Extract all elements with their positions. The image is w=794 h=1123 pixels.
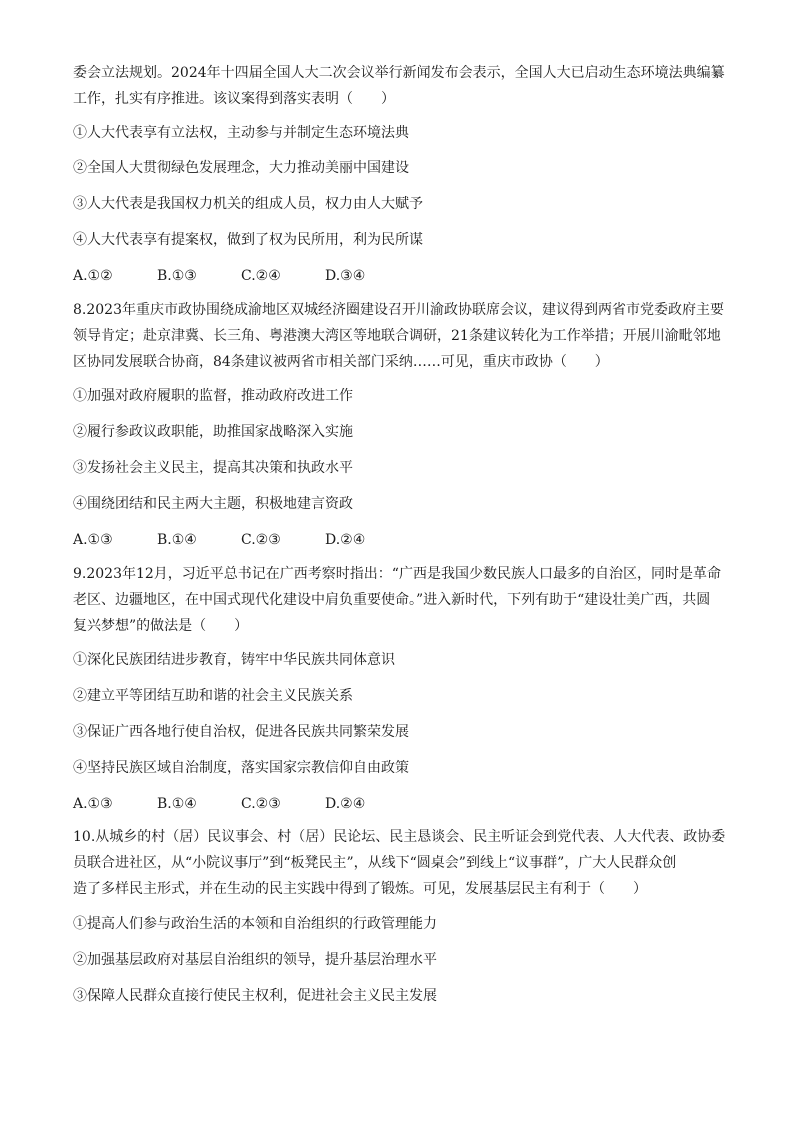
q9-options (73, 794, 409, 814)
q9-stem-line-2: 老区、边疆地区，在中国式现代化建设中肩负重要使命。”进入新时代，下列有助于“建设壮美广西，共圆 (73, 592, 711, 608)
q10-item-1: ①提高人们参与政治生活的本领和自治组织的行政管理能力 (73, 916, 437, 932)
q7-stem-line-1: 委会立法规划。2024年十四届全国人大二次会议举行新闻发布会表示，全国人大已启动生态环境法典编纂 (73, 65, 725, 81)
q8-item-3: ③发扬社会主义民主，提高其决策和执政水平 (73, 460, 353, 476)
q9-stem-line-1: 9.2023年12月，习近平总书记在广西考察时指出：“广西是我国少数民族人口最多的自治区，同时是革命 (73, 566, 721, 582)
q9-option-c[interactable]: C.②③ (241, 796, 281, 812)
q9-item-4: ④坚持民族区域自治制度，落实国家宗教信仰自由政策 (73, 760, 409, 776)
q10-stem-line-3: 造了多样民主形式，并在生动的民主实践中得到了锻炼。可见，发展基层民主有利于（ ） (73, 881, 647, 897)
q7-options (73, 266, 409, 286)
q7-item-1: ①人大代表享有立法权，主动参与并制定生态环境法典 (73, 125, 409, 141)
q7-option-a[interactable]: A.①② (73, 268, 113, 284)
q8-option-d[interactable]: D.②④ (325, 532, 366, 548)
q10-stem-line-2: 员联合进社区，从“小院议事厅”到“板凳民主”，从线下“圆桌会”到线上“议事群”，广大人民群众创 (73, 855, 677, 871)
q9-item-2: ②建立平等团结互助和谐的社会主义民族关系 (73, 688, 353, 704)
q8-option-a[interactable]: A.①③ (73, 532, 113, 548)
q9-item-3: ③保证广西各地行使自治权，促进各民族共同繁荣发展 (73, 724, 409, 740)
q8-stem-line-2: 领导肯定；赴京津冀、长三角、粤港澳大湾区等地联合调研，21条建议转化为工作举措；开展川渝毗邻地 (73, 328, 721, 344)
q10-item-3: ③保障人民群众直接行使民主权利，促进社会主义民主发展 (73, 988, 437, 1004)
q7-item-2: ②全国人大贯彻绿色发展理念，大力推动美丽中国建设 (73, 160, 409, 176)
q7-option-b[interactable]: B.①③ (157, 268, 197, 284)
q7-option-d[interactable]: D.③④ (325, 268, 366, 284)
q8-stem-line-1: 8.2023年重庆市政协围绕成渝地区双城经济圈建设召开川渝政协联席会议，建议得到两省市党委政府主要 (73, 302, 724, 318)
q8-stem-line-3: 区协同发展联合协商，84条建议被两省市相关部门采纳……可见，重庆市政协（ ） (73, 354, 609, 370)
q7-stem-line-2: 工作，扎实有序推进。该议案得到落实表明（ ） (73, 91, 395, 107)
q9-item-1: ①深化民族团结进步教育，铸牢中华民族共同体意识 (73, 652, 395, 668)
q10-item-2: ②加强基层政府对基层自治组织的领导，提升基层治理水平 (73, 952, 437, 968)
q9-option-a[interactable]: A.①③ (73, 796, 113, 812)
q9-option-d[interactable]: D.②④ (325, 796, 366, 812)
q8-option-b[interactable]: B.①④ (157, 532, 197, 548)
q7-item-4: ④人大代表享有提案权，做到了权为民所用，利为民所谋 (73, 232, 423, 248)
q8-item-1: ①加强对政府履职的监督，推动政府改进工作 (73, 388, 353, 404)
q7-option-c[interactable]: C.②④ (241, 268, 281, 284)
q8-item-2: ②履行参政议政职能，助推国家战略深入实施 (73, 424, 353, 440)
q10-stem-line-1: 10.从城乡的村（居）民议事会、村（居）民论坛、民主恳谈会、民主听证会到党代表、人大代表、政协委 (73, 829, 726, 845)
q8-option-c[interactable]: C.②③ (241, 532, 281, 548)
q7-item-3: ③人大代表是我国权力机关的组成人员，权力由人大赋予 (73, 196, 423, 212)
q9-option-b[interactable]: B.①④ (157, 796, 197, 812)
q8-options (73, 530, 409, 550)
q8-item-4: ④围绕团结和民主两大主题，积极地建言资政 (73, 496, 353, 512)
q9-stem-line-3: 复兴梦想”的做法是（ ） (73, 618, 249, 634)
